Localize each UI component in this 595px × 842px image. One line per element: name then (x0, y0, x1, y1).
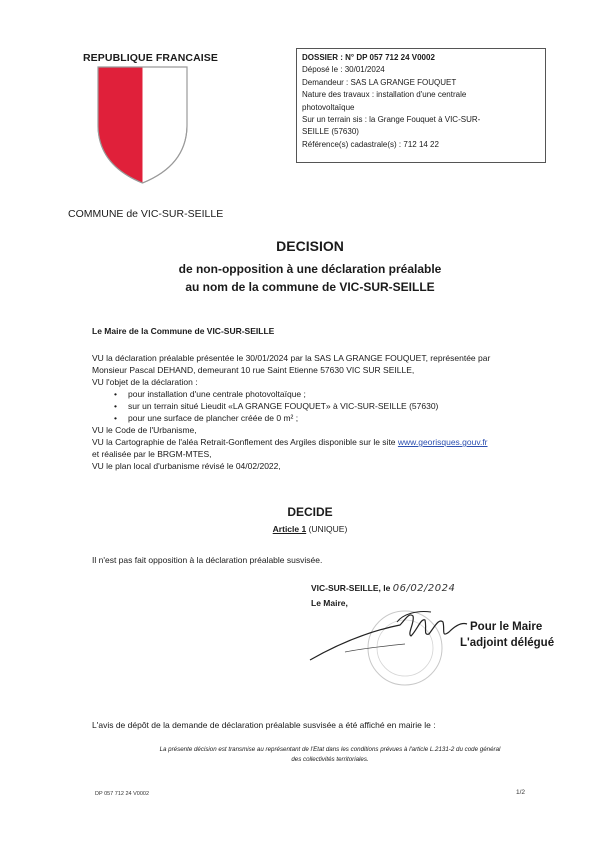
vu-brgm: et réalisée par le BRGM-MTES, (92, 449, 212, 459)
decision-subtitle-1: de non-opposition à une déclaration préalable (178, 262, 442, 276)
list-item: • pour installation d'une centrale photovoltaïque ; (114, 388, 552, 400)
list-item: • sur un terrain situé Lieudit «LA GRANGE FOUQUET» à VIC-SUR-SEILLE (57630) (114, 400, 552, 412)
vu-object: VU l'objet de la déclaration : (92, 377, 198, 387)
dossier-number: DOSSIER : N° DP 057 712 24 V0002 (302, 53, 435, 62)
page-number: 1/2 (516, 789, 526, 796)
article-heading (0, 524, 595, 534)
transmission-note (60, 745, 595, 765)
dossier-works-nature: Nature des travaux : installation d'une centrale (302, 90, 467, 100)
decision-title: DECISION (276, 238, 344, 254)
signature-place: VIC-SUR-SEILLE, le (311, 583, 393, 593)
republique-francaise-heading: REPUBLIQUE FRANCAISE (83, 52, 219, 64)
handwritten-signature (305, 600, 475, 670)
article-suffix: (UNIQUE) (306, 524, 348, 534)
vu-declaration: VU la déclaration préalable présentée le 30/01/2024 par la SAS LA GRANGE FOUQUET, représentée par (92, 353, 491, 363)
vu-cartographie (92, 436, 552, 448)
maire-heading: Le Maire de la Commune de VIC-SUR-SEILLE (92, 326, 275, 336)
decide-heading: DECIDE (287, 505, 333, 519)
object-list (92, 388, 552, 424)
opposition-statement: Il n'est pas fait opposition à la déclaration préalable susvisée. (92, 555, 323, 565)
footer-reference: DP 057 712 24 V0002 (95, 791, 150, 797)
commune-name: COMMUNE de VIC-SUR-SEILLE (68, 208, 224, 220)
dossier-site: Sur un terrain sis : la Grange Fouquet à VIC-SUR- (302, 115, 481, 125)
signature-place-date (311, 583, 455, 594)
coat-of-arms-shield (95, 65, 190, 185)
vu-representative: Monsieur Pascal DEHAND, demeurant 10 rue Saint Etienne 57630 VIC SUR SEILLE, (92, 365, 415, 375)
georisques-link[interactable]: www.georisques.gouv.fr (397, 437, 488, 447)
avis-depot: L'avis de dépôt de la demande de déclaration préalable susvisée a été affiché en mairie le : (92, 720, 436, 730)
dossier-applicant: Demandeur : SAS LA GRANGE FOUQUET (302, 77, 457, 87)
article-label: Article 1 (272, 524, 307, 534)
dossier-cadastral-ref: Référence(s) cadastrale(s) : 712 14 22 (302, 139, 439, 149)
signature-handwritten-date: 06/02/2024 (392, 583, 456, 594)
list-item: • pour une surface de plancher créée de 0 m² ; (114, 412, 552, 424)
vu-plu: VU le plan local d'urbanisme révisé le 04/02/2022, (92, 461, 281, 471)
signature-stamp-adjoint: L'adjoint délégué (460, 637, 555, 649)
transmission-note-line1: La présente décision est transmise au représentant de l'Etat dans les conditions prévues à l'article L.2131-2 du code général (159, 746, 501, 753)
dossier-site-cont: SEILLE (57630) (302, 127, 359, 137)
dossier-deposit-date: Déposé le : 30/01/2024 (302, 65, 385, 75)
signature-maire: Le Maire, (311, 598, 348, 608)
dossier-info-box (296, 48, 546, 163)
vu-cartographie-text: VU la Cartographie de l'aléa Retrait-Gonflement des Argiles disponible sur le site (92, 437, 398, 447)
considerations-block (92, 352, 552, 472)
signature-stamp-pour-maire: Pour le Maire (470, 621, 543, 633)
dossier-works-nature-cont: photovoltaïque (302, 102, 355, 112)
transmission-note-line2: des collectivités territoriales. (291, 756, 369, 763)
decision-subtitle-2: au nom de la commune de VIC-SUR-SEILLE (185, 280, 435, 294)
vu-code-urbanisme: VU le Code de l'Urbanisme, (92, 425, 197, 435)
